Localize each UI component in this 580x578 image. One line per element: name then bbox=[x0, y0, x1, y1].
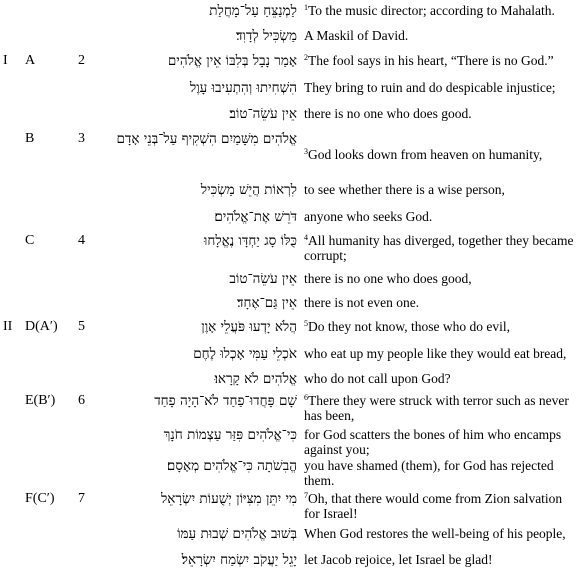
english-text bbox=[304, 526, 576, 541]
strophe-label: E(B′) bbox=[25, 393, 56, 408]
english-text bbox=[304, 271, 576, 286]
hebrew-text: אֵין גַּם־אֶחָד׃ bbox=[236, 295, 297, 311]
hebrew-text: מִי יִתֵּן מִצִּיּוֹן יְשֻׁעוֹת יִשְׂרָאֵל bbox=[160, 491, 297, 507]
english-text bbox=[304, 233, 576, 263]
verse-superscript: 5 bbox=[304, 319, 308, 328]
verse-superscript: 2 bbox=[304, 53, 308, 62]
english-text bbox=[304, 106, 576, 121]
english-text bbox=[304, 3, 576, 18]
english-line: you have shamed (them), for God has rejected them. bbox=[304, 458, 554, 488]
hebrew-text: אֹכְלֵי עַמִּי אָכְלוּ לֶחֶם bbox=[193, 346, 297, 362]
hebrew-text: לִרְאוֹת הֲיֵשׁ מַשְׂכִּיל bbox=[200, 182, 297, 198]
english-text bbox=[304, 80, 576, 95]
english-text bbox=[304, 393, 576, 423]
hebrew-text: לַמְנַצֵּחַ עַל־מָחֲלַת bbox=[209, 3, 297, 19]
english-text bbox=[304, 147, 576, 162]
strophe-label: A bbox=[25, 53, 36, 68]
hebrew-text: הֱבִשֹׁתָה כִּי־אֱלֹהִים מְאָסָם׃ bbox=[166, 458, 297, 474]
english-line: there is no one who does good, bbox=[304, 271, 472, 286]
english-line: When God restores the well-being of his people, bbox=[304, 526, 566, 541]
english-text bbox=[304, 53, 576, 68]
verse-superscript: 3 bbox=[304, 147, 308, 156]
strophe-label: D(A′) bbox=[25, 319, 58, 334]
english-line: Do they not know, those who do evil, bbox=[308, 319, 510, 334]
hebrew-text: מַשְׂכִּיל לְדָוִד׃ bbox=[235, 28, 297, 44]
english-line: Oh, that there would come from Zion salvation for Israel! bbox=[304, 491, 563, 521]
english-text bbox=[304, 371, 576, 386]
hebrew-text: אֱלֹהִים מִשָּׁמַיִם הִשְׁקִיף עַל־בְּנֵי אָדָם bbox=[116, 131, 297, 147]
hebrew-text: שָׁם פָּחֲדוּ־פַחַד לֹא־הָיָה פָחַד bbox=[154, 393, 297, 409]
verse-superscript: 7 bbox=[304, 491, 308, 500]
hebrew-text: הִשְׁחִיתוּ וְהִתְעִיבוּ עָוֶל bbox=[189, 80, 297, 96]
english-text bbox=[304, 319, 576, 334]
english-line: God looks down from heaven on humanity, bbox=[308, 147, 543, 162]
verse-number: 3 bbox=[78, 131, 85, 146]
verse-superscript: 1 bbox=[304, 3, 308, 12]
english-text bbox=[304, 346, 576, 361]
part-label: II bbox=[3, 319, 13, 334]
hebrew-text: כִּי־אֱלֹהִים פִּזַּר עַצְמוֹת חֹנָךְ bbox=[163, 427, 297, 443]
english-text bbox=[304, 552, 576, 567]
english-line: let Jacob rejoice, let Israel be glad! bbox=[304, 552, 493, 567]
english-text bbox=[304, 427, 576, 457]
verse-number: 6 bbox=[78, 393, 85, 408]
verse-number: 2 bbox=[78, 53, 85, 68]
verse-superscript: 6 bbox=[304, 393, 308, 402]
hebrew-text: אֱלֹהִים לֹא קָרָאוּ׃ bbox=[214, 371, 297, 387]
english-text bbox=[304, 182, 576, 197]
verse-number: 7 bbox=[78, 491, 85, 506]
english-line: for God scatters the bones of him who encamps against you; bbox=[304, 427, 562, 457]
english-line: who eat up my people like they would eat bread, bbox=[304, 346, 567, 361]
english-line: who do not call upon God? bbox=[304, 371, 451, 386]
english-text bbox=[304, 209, 576, 224]
strophe-label: C bbox=[25, 233, 35, 248]
english-line: They bring to ruin and do despicable injustice; bbox=[304, 80, 556, 95]
verse-superscript: 4 bbox=[304, 233, 308, 242]
hebrew-text: כֻּלּוֹ סָג יַחְדָּו נֶאֱלָחוּ bbox=[203, 233, 297, 249]
verse-number: 5 bbox=[78, 319, 85, 334]
english-line: To the music director; according to Mahalath. bbox=[308, 3, 555, 18]
hebrew-text: אָמַר נָבָל בְּלִבּוֹ אֵין אֱלֹהִים bbox=[167, 53, 297, 69]
english-text bbox=[304, 491, 576, 521]
english-line: anyone who seeks God. bbox=[304, 209, 433, 224]
english-line: to see whether there is a wise person, bbox=[304, 182, 505, 197]
hebrew-text: הֲלֹא יָדְעוּ פֹּעֲלֵי אָוֶן bbox=[201, 319, 297, 335]
english-text bbox=[304, 28, 576, 43]
english-line: All humanity has diverged, together they became corrupt; bbox=[304, 233, 574, 263]
strophe-label: B bbox=[25, 131, 35, 146]
hebrew-text: אֵין עֹשֵׂה־טוֹב bbox=[229, 271, 297, 287]
hebrew-text: דֹּרֵשׁ אֶת־אֱלֹהִים׃ bbox=[214, 209, 297, 225]
hebrew-text: יָגֵל יַעֲקֹב יִשְׂמַח יִשְׂרָאֵל׃ bbox=[181, 552, 297, 568]
hebrew-text: אֵין עֹשֵׂה־טוֹב׃ bbox=[229, 106, 297, 122]
english-line: The fool says in his heart, “There is no God.” bbox=[308, 53, 554, 68]
english-line: A Maskil of David. bbox=[304, 28, 409, 43]
verse-number: 4 bbox=[78, 233, 85, 248]
english-line: there is no one who does good. bbox=[304, 106, 472, 121]
english-line: There they were struck with terror such as never has been, bbox=[304, 393, 569, 423]
english-text bbox=[304, 458, 576, 488]
hebrew-text: בְּשׁוּב אֱלֹהִים שְׁבוּת עַמּוֹ bbox=[177, 526, 297, 542]
english-text bbox=[304, 295, 576, 310]
part-label: I bbox=[3, 53, 8, 68]
strophe-label: F(C′) bbox=[25, 491, 55, 506]
english-line: there is not even one. bbox=[304, 295, 420, 310]
